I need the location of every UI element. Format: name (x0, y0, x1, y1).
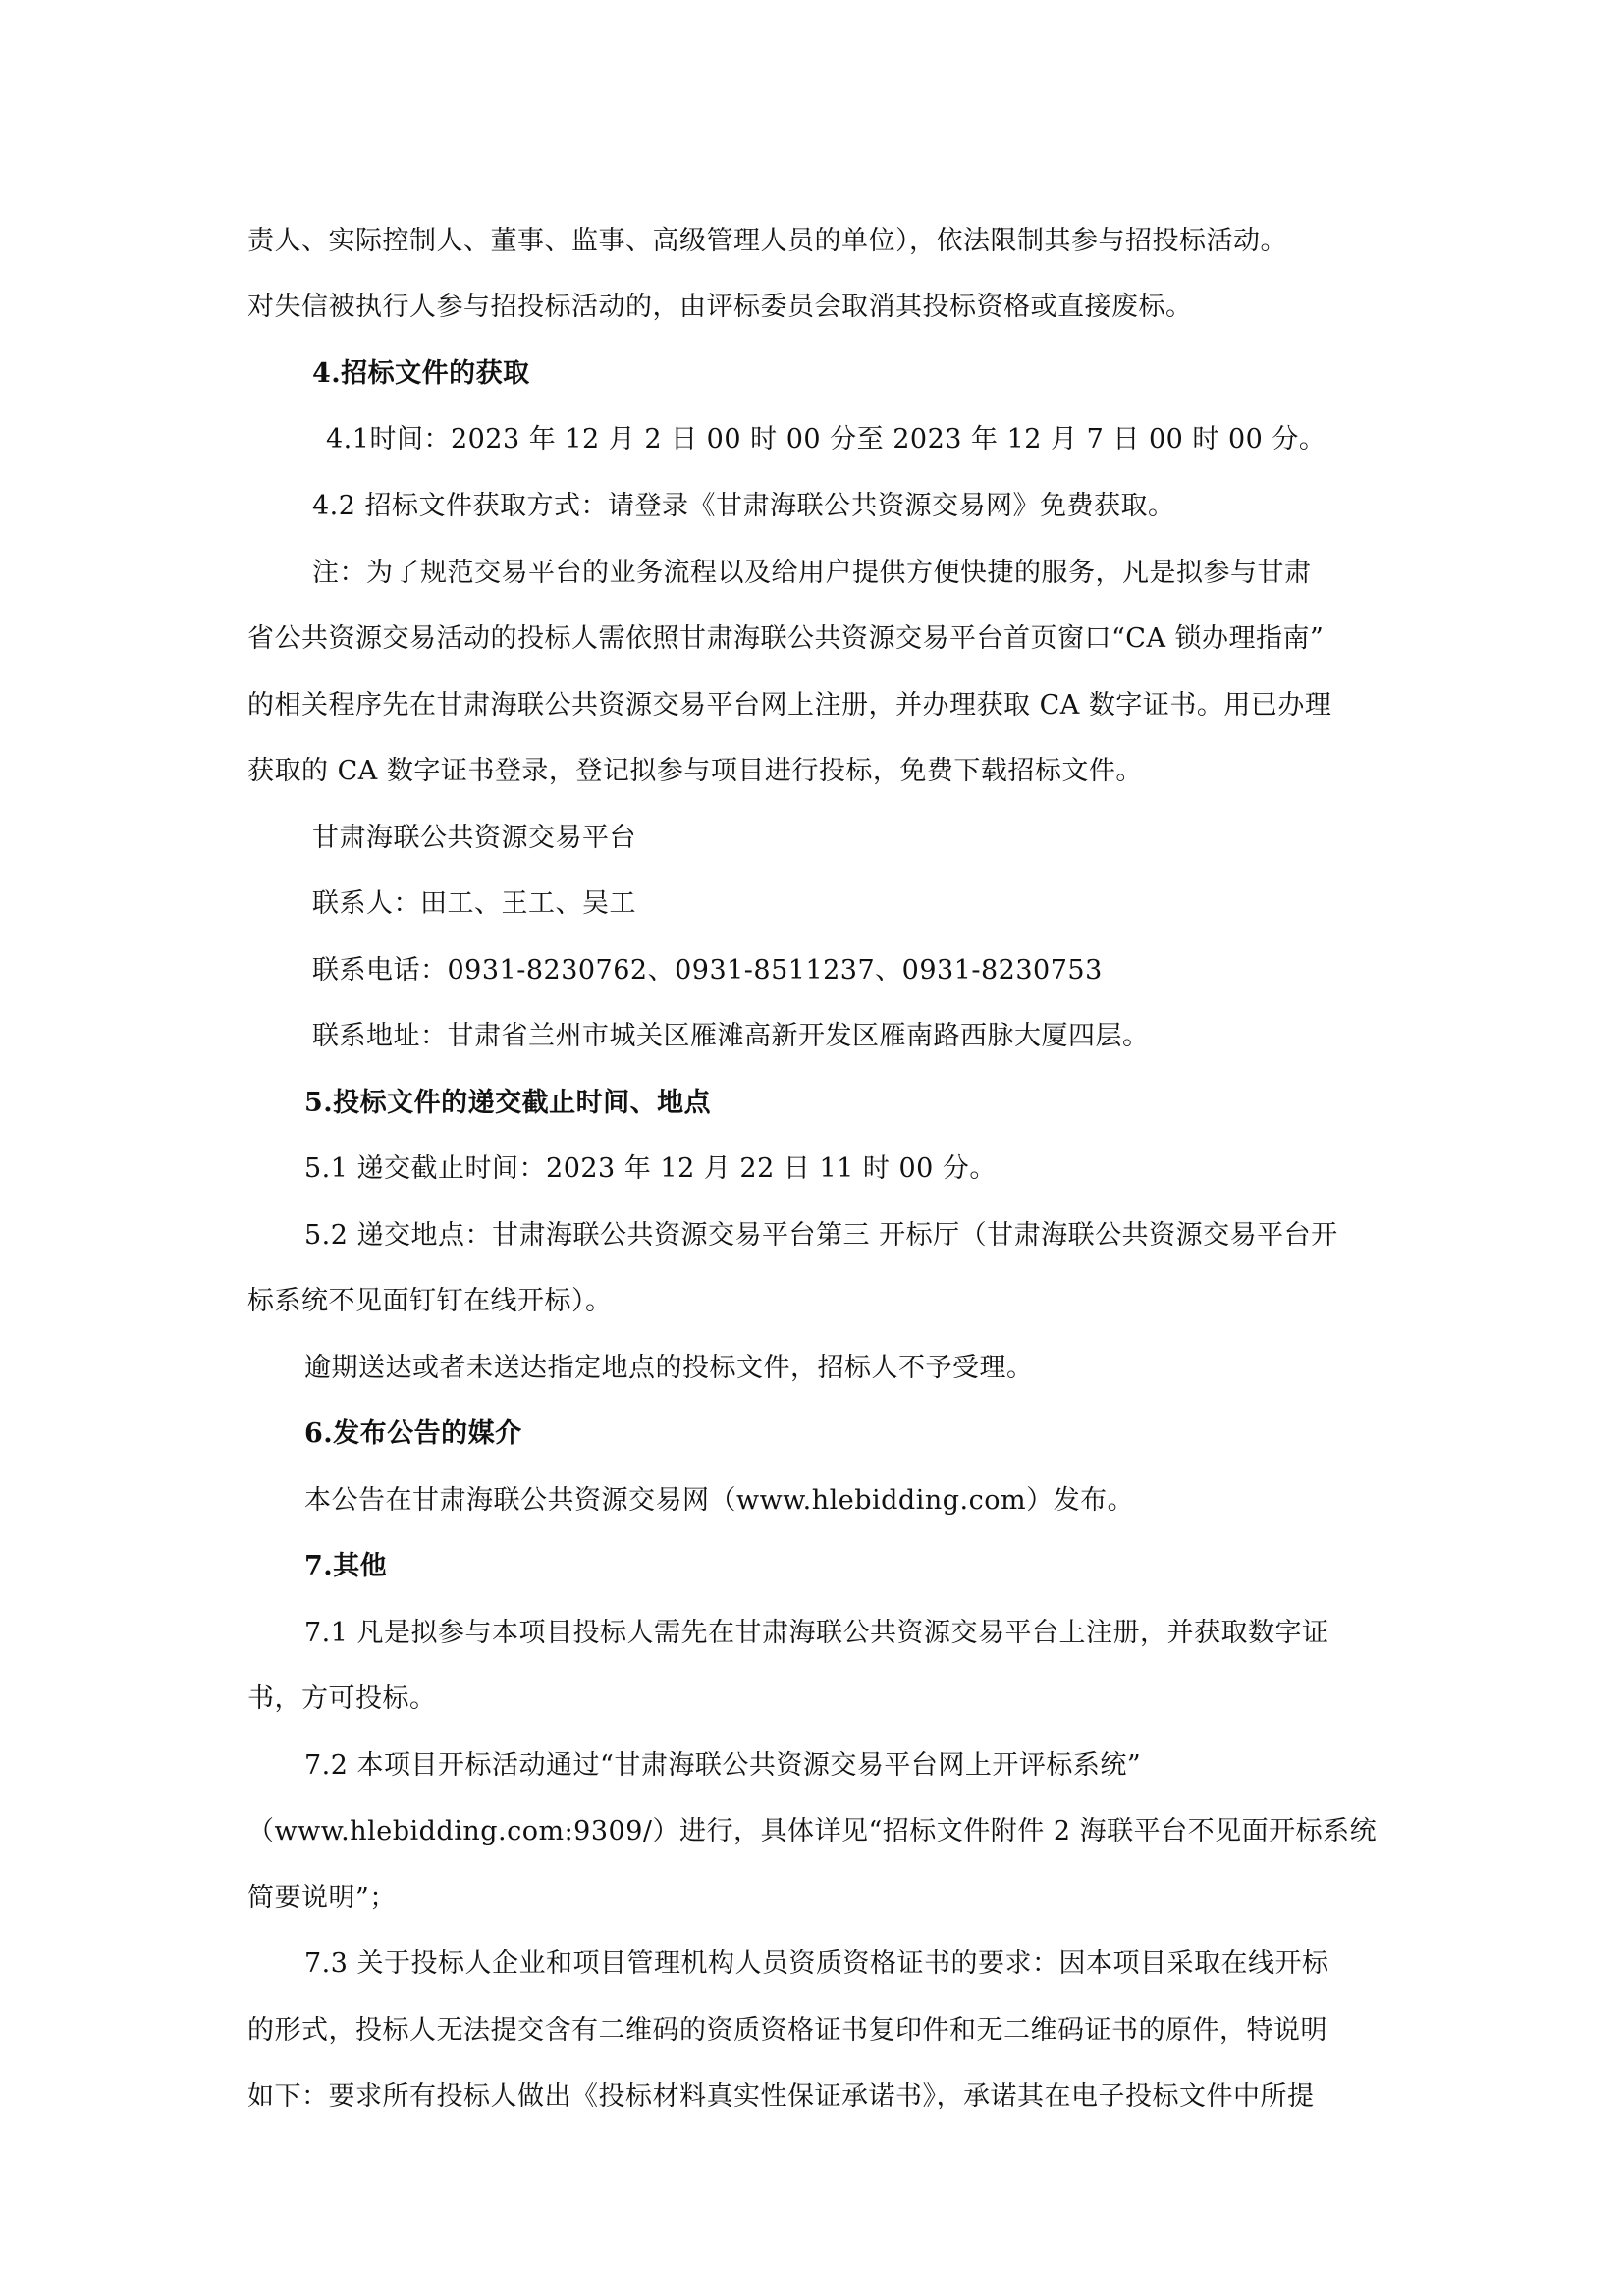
section5-place-line-2: 标系统不见面钉钉在线开标）。 (247, 1286, 613, 1316)
section4-note-line-3: 的相关程序先在甘肃海联公共资源交易平台网上注册，并办理获取 CA 数字证书。用已办理 (247, 690, 1332, 721)
section7-item2-line-1: 7.2 本项目开标活动通过“甘肃海联公共资源交易平台网上开评标系统” (304, 1750, 1142, 1781)
section6-text: 本公告在甘肃海联公共资源交易网（www.hlebidding.com）发布。 (304, 1485, 1135, 1516)
contact-address: 联系地址：甘肃省兰州市城关区雁滩高新开发区雁南路西脉大厦四层。 (312, 1021, 1150, 1051)
section7-item1-line-2: 书，方可投标。 (247, 1683, 437, 1714)
contact-phone: 联系电话：0931-8230762、0931-8511237、0931-8230753 (312, 955, 1103, 986)
section7-item3-line-3: 如下：要求所有投标人做出《投标材料真实性保证承诺书》，承诺其在电子投标文件中所提 (247, 2081, 1315, 2111)
section7-item2-line-3: 简要说明”； (247, 1883, 397, 1913)
section5-heading: 5.投标文件的递交截止时间、地点 (304, 1088, 712, 1118)
intro-line-2: 对失信被执行人参与招投标活动的，由评标委员会取消其投标资格或直接废标。 (247, 292, 1193, 322)
section4-method: 4.2 招标文件获取方式：请登录《甘肃海联公共资源交易网》免费获取。 (312, 491, 1175, 521)
section6-heading: 6.发布公告的媒介 (304, 1418, 522, 1449)
section7-item3-line-1: 7.3 关于投标人企业和项目管理机构人员资质资格证书的要求：因本项目采取在线开标 (304, 1949, 1329, 1979)
section5-overdue: 逾期送达或者未送达指定地点的投标文件，招标人不予受理。 (304, 1353, 1034, 1383)
section5-place-line-1: 5.2 递交地点：甘肃海联公共资源交易平台第三 开标厅（甘肃海联公共资源交易平台开 (304, 1220, 1338, 1251)
section7-heading: 7.其他 (304, 1551, 388, 1581)
section7-item3-line-2: 的形式，投标人无法提交含有二维码的资质资格证书复印件和无二维码证书的原件，特说明 (247, 2015, 1327, 2046)
contact-person: 联系人：田工、王工、吴工 (312, 888, 636, 919)
section4-heading: 4.招标文件的获取 (312, 358, 530, 389)
section7-item1-line-1: 7.1 凡是拟参与本项目投标人需先在甘肃海联公共资源交易平台上注册，并获取数字证 (304, 1618, 1329, 1648)
section4-note-line-1: 注：为了规范交易平台的业务流程以及给用户提供方便快捷的服务，凡是拟参与甘肃 (312, 558, 1312, 588)
section7-item2-line-2: （www.hlebidding.com:9309/）进行，具体详见“招标文件附件 2 海联平台不见面开标系统 (247, 1816, 1378, 1846)
platform-name: 甘肃海联公共资源交易平台 (312, 823, 636, 853)
intro-line-1: 责人、实际控制人、董事、监事、高级管理人员的单位），依法限制其参与招投标活动。 (247, 226, 1287, 256)
section4-note-line-2: 省公共资源交易活动的投标人需依照甘肃海联公共资源交易平台首页窗口“CA 锁办理指南” (247, 623, 1325, 654)
section4-time: 4.1时间：2023 年 12 月 2 日 00 时 00 分至 2023 年 12 月 7 日 00 时 00 分。 (326, 424, 1326, 454)
section5-deadline: 5.1 递交截止时间：2023 年 12 月 22 日 11 时 00 分。 (304, 1153, 997, 1184)
section4-note-line-4: 获取的 CA 数字证书登录，登记拟参与项目进行投标，免费下载招标文件。 (247, 756, 1143, 786)
